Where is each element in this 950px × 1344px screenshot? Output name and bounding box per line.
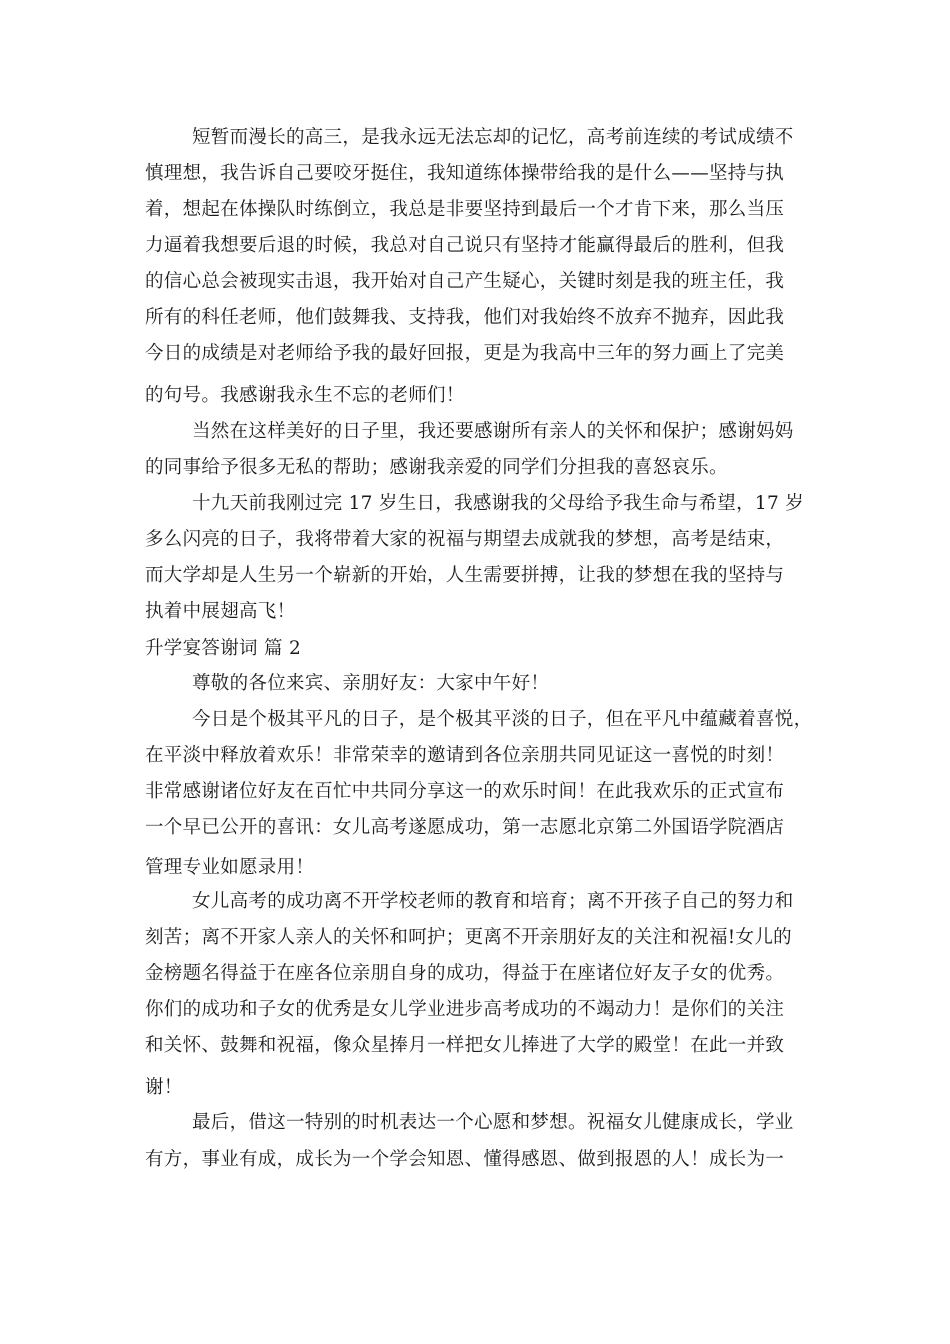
paragraph-line: 着，想起在体操队时练倒立，我总是非要坚持到最后一个才肯下来，那么当压 (145, 199, 785, 220)
paragraph-line: 刻苦；离不开家人亲人的关怀和呵护；更离不开亲朋好友的关注和祝福!女儿的 (145, 927, 792, 948)
paragraph-line: 的同事给予很多无私的帮助；感谢我亲爱的同学们分担我的喜怒哀乐。 (145, 457, 728, 478)
paragraph-line: 女儿高考的成功离不开学校老师的教育和培育；离不开孩子自己的努力和 (192, 891, 794, 912)
paragraph-line: 执着中展翅高飞！ (145, 601, 296, 622)
paragraph-line: 的句号。我感谢我永生不忘的老师们！ (145, 385, 465, 406)
paragraph-line: 今日的成绩是对老师给予我的最好回报，更是为我高中三年的努力画上了完美 (145, 343, 785, 364)
paragraph-line: 你们的成功和子女的优秀是女儿学业进步高考成功的不竭动力！是你们的关注 (145, 999, 785, 1020)
paragraph-line: 当然在这样美好的日子里，我还要感谢所有亲人的关怀和保护；感谢妈妈 (192, 421, 794, 442)
paragraph-line: 尊敬的各位来宾、亲朋好友：大家中午好！ (192, 673, 550, 694)
paragraph-line: 十九天前我刚过完 17 岁生日，我感谢我的父母给予我生命与希望，17 岁 (192, 493, 805, 514)
paragraph-line: 而大学却是人生另一个崭新的开始，人生需要拼搏，让我的梦想在我的坚持与 (145, 565, 785, 586)
paragraph-line: 今日是个极其平凡的日子，是个极其平淡的日子，但在平凡中蕴藏着喜悦， (192, 709, 813, 730)
paragraph-line: 金榜题名得益于在座各位亲朋自身的成功，得益于在座诸位好友子女的优秀。 (145, 963, 785, 984)
paragraph-line: 慎理想，我告诉自己要咬牙挺住，我知道练体操带给我的是什么——坚持与执 (145, 163, 785, 184)
paragraph-line: 和关怀、鼓舞和祝福，像众星捧月一样把女儿捧进了大学的殿堂！在此一并致 (145, 1035, 785, 1056)
paragraph-line: 谢！ (145, 1077, 183, 1098)
paragraph-line: 管理专业如愿录用！ (145, 857, 315, 878)
paragraph-line: 短暂而漫长的高三，是我永远无法忘却的记忆，高考前连续的考试成绩不 (192, 127, 794, 148)
paragraph-line: 在平淡中释放着欢乐！非常荣幸的邀请到各位亲朋共同见证这一喜悦的时刻！ (145, 745, 785, 766)
paragraph-line: 所有的科任老师，他们鼓舞我、支持我，他们对我始终不放弃不抛弃，因此我 (145, 307, 785, 328)
paragraph-line: 有方，事业有成，成长为一个学会知恩、懂得感恩、做到报恩的人！成长为一 (145, 1149, 785, 1170)
paragraph-line: 一个早已公开的喜讯：女儿高考遂愿成功，第一志愿北京第二外国语学院酒店 (145, 817, 785, 838)
paragraph-line: 最后，借这一特别的时机表达一个心愿和梦想。祝福女儿健康成长，学业 (192, 1112, 794, 1133)
paragraph-line: 非常感谢诸位好友在百忙中共同分享这一的欢乐时间！在此我欢乐的正式宣布 (145, 781, 785, 802)
paragraph-line: 力逼着我想要后退的时候，我总对自己说只有坚持才能赢得最后的胜利，但我 (145, 235, 785, 256)
paragraph-line: 多么闪亮的日子，我将带着大家的祝福与期望去成就我的梦想，高考是结束， (145, 529, 785, 550)
paragraph-line: 的信心总会被现实击退，我开始对自己产生疑心，关键时刻是我的班主任，我 (145, 271, 785, 292)
section-heading: 升学宴答谢词 篇 2 (145, 638, 302, 659)
